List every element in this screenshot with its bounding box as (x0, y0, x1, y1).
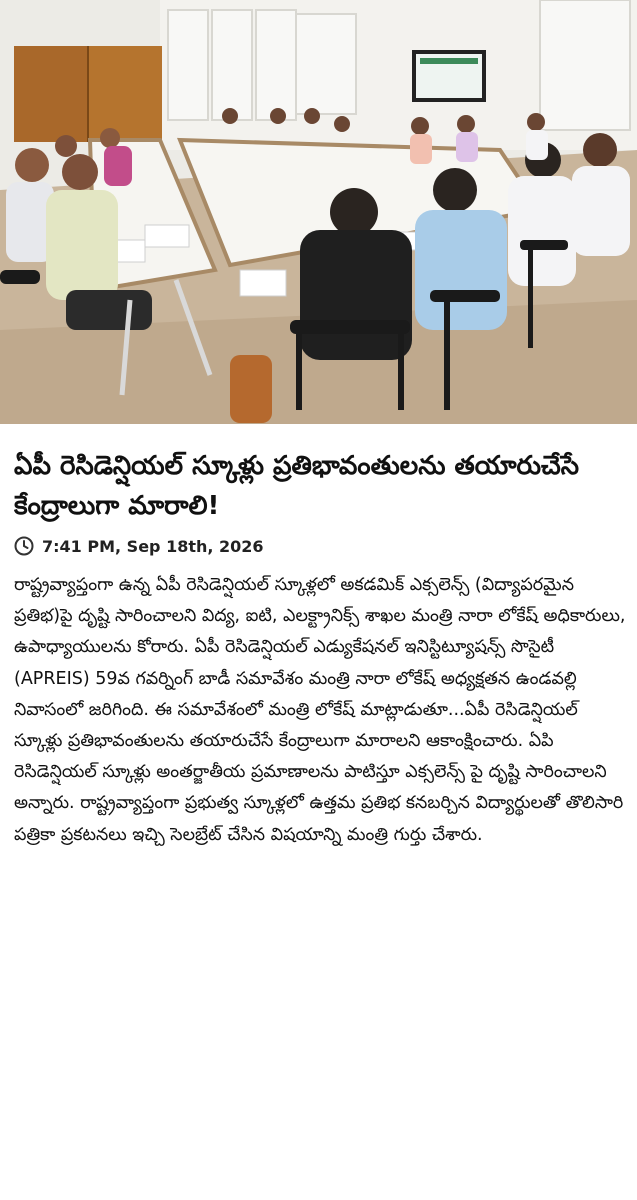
article-photo[interactable] (0, 0, 637, 424)
article-headline: ఏపీ రెసిడెన్షియల్ స్కూళ్లు ప్రతిభావంతులను తయారుచేసే కేంద్రాలుగా మారాలి! (14, 451, 579, 521)
article-body: రాష్ట్రవ్యాప్తంగా ఉన్న ఏపీ రెసిడెన్షియల్ స్కూళ్లలో అకడమిక్ ఎక్సలెన్స్ (విద్యాపరమైన ప్రతిభ)పై దృష్టి సారించాలని విద్య, ఐటి, ఎలక్ట్రానిక్స్ శాఖల మంత్రి నారా లోకేష్ అధికారులు, ఉపాధ్యాయులను కోరారు. ఏపీ రెసిడెన్షియల్ ఎడ్యుకేషనల్ ఇనిస్టిట్యూషన్స్ సొసైటీ (APREIS) 59వ గవర్నింగ్ బాడీ సమావేశం మంత్రి నారా లోకేష్ అధ్యక్షతన ఉండవల్లి నివాసంలో జరిగింది. ఈ సమావేశంలో మంత్రి లోకేష్ మాట్లాడుతూ...ఏపీ రెసిడెన్షియల్ స్కూళ్లు ప్రతిభావంతులను తయారుచేసే కేంద్రాలుగా మారాలని ఆకాంక్షించారు. ఏపి రెసిడెన్షియల్ స్కూళ్లు అంతర్జాతీయ ప్రమాణాలను పాటిస్తూ ఎక్సలెన్స్ పై దృష్టి సారించాలని అన్నారు. రాష్ట్రవ్యాప్తంగా ప్రభుత్వ స్కూళ్లలో ఉత్తమ ప్రతిభ కనబర్చిన విద్యార్థులతో తొలిసారి పత్రికా ప్రకటనలు ఇచ్చి సెలబ్రేట్ చేసిన విషయాన్ని మంత్రి గుర్తు చేశారు. (14, 575, 626, 845)
clock-icon (14, 536, 34, 556)
article-timestamp: 7:41 PM, Sep 18th, 2026 (42, 536, 264, 556)
meeting-photo-illustration (0, 0, 637, 424)
article-dateline (14, 534, 264, 558)
